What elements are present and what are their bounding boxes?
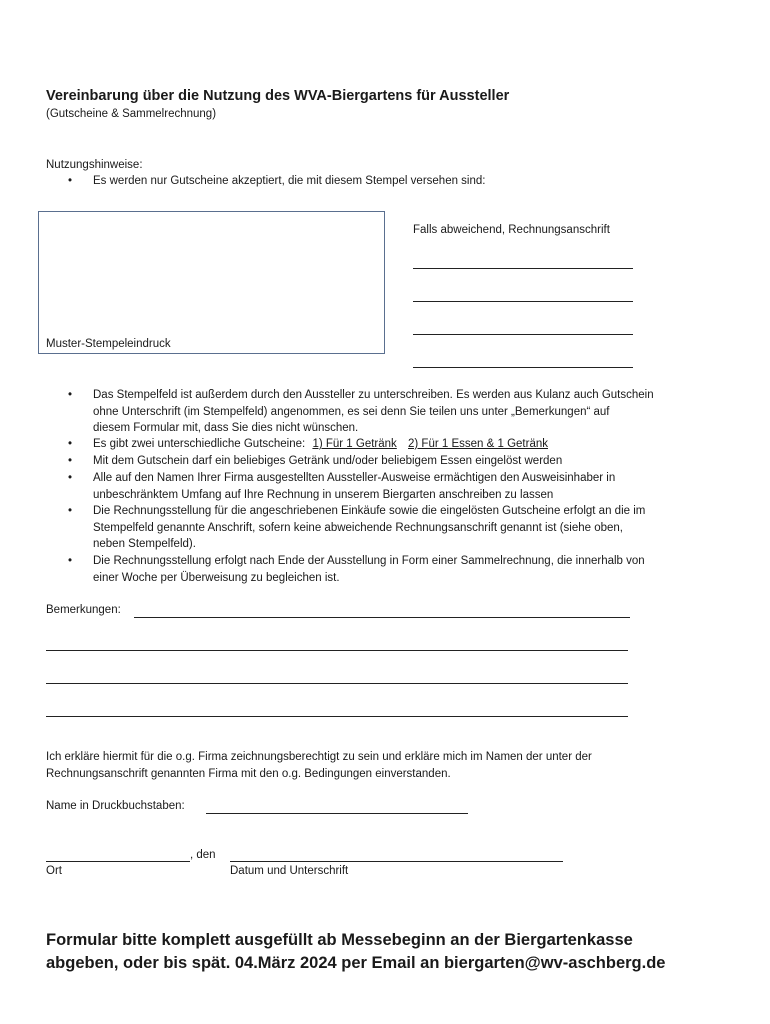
declaration-line: Rechnungsanschrift genannten Firma mit den o.g. Bedingungen einverstanden. (46, 767, 451, 780)
bullet-icon: • (68, 438, 73, 450)
bullet-icon: • (68, 505, 73, 517)
address-line-1[interactable] (413, 268, 633, 269)
bullet-text-line: Alle auf den Namen Ihrer Firma ausgestellten Aussteller-Ausweise ermächtigen den Ausweisinhaber in (93, 472, 616, 484)
bullet-text: Es werden nur Gutscheine akzeptiert, die mit diesem Stempel versehen sind: (93, 175, 486, 187)
date-signature-label: Datum und Unterschrift (230, 865, 349, 877)
bullet-text-line: ohne Unterschrift (im Stempelfeld) angenommen, es sei denn Sie teilen uns unter „Bemerkungen“ auf (93, 405, 610, 418)
remarks-label: Bemerkungen: (46, 604, 121, 616)
bullet-icon: • (68, 389, 73, 401)
voucher-option-food-drink: 2) Für 1 Essen & 1 Getränk (408, 438, 548, 450)
remarks-line-4[interactable] (46, 716, 628, 717)
name-label: Name in Druckbuchstaben: (46, 800, 185, 812)
bullet-text-line: Mit dem Gutschein darf ein beliebiges Getränk und/oder beliebigem Essen eingelöst werden (93, 455, 563, 467)
remarks-line-2[interactable] (46, 650, 628, 651)
stamp-field[interactable] (38, 211, 385, 354)
address-line-4[interactable] (413, 367, 633, 368)
bullet-text-line: diesem Formular mit, dass Sie dies nicht wünschen. (93, 422, 359, 434)
bullet-text-line: Das Stempelfeld ist außerdem durch den Aussteller zu unterschreiben. Es werden aus Kulanz auch Gutschein (93, 389, 654, 401)
remarks-line-1[interactable] (134, 617, 630, 618)
stamp-label: Muster-Stempeleindruck (46, 338, 171, 350)
address-line-3[interactable] (413, 334, 633, 335)
bullet-text-line: neben Stempelfeld). (93, 538, 196, 550)
bullet-icon: • (68, 455, 73, 467)
voucher-types-label: Es gibt zwei unterschiedliche Gutscheine: (93, 438, 306, 450)
bullet-text-line: Die Rechnungsstellung für die angeschriebenen Einkäufe sowie die eingelösten Gutscheine erfolgt an die im (93, 505, 646, 517)
bullet-icon: • (68, 175, 73, 187)
declaration-line: Ich erkläre hiermit für die o.g. Firma zeichnungsberechtigt zu sein und erkläre mich im Namen der unter der (46, 751, 592, 763)
footer-line: Formular bitte komplett ausgefüllt ab Messebeginn an der Biergartenkasse (46, 931, 633, 949)
bullet-text-line: einer Woche per Überweisung zu begleichen ist. (93, 571, 340, 584)
bullet-icon: • (68, 472, 73, 484)
ort-label: Ort (46, 865, 62, 877)
document-title: Vereinbarung über die Nutzung des WVA-Biergartens für Aussteller (46, 88, 510, 104)
den-label: , den (190, 849, 216, 861)
bullet-text-line: unbeschränktem Umfang auf Ihre Rechnung in unserem Biergarten anschreiben zu lassen (93, 488, 554, 501)
address-label: Falls abweichend, Rechnungsanschrift (413, 224, 610, 236)
hints-heading: Nutzungshinweise: (46, 159, 143, 171)
bullet-text-line: Stempelfeld genannte Anschrift, sofern keine abweichende Rechnungsanschrift genannt ist (siehe oben, (93, 521, 623, 534)
address-line-2[interactable] (413, 301, 633, 302)
date-signature-line[interactable] (230, 861, 563, 862)
ort-input-line[interactable] (46, 861, 190, 862)
document-subtitle: (Gutscheine & Sammelrechnung) (46, 108, 217, 120)
remarks-line-3[interactable] (46, 683, 628, 684)
footer-instructions (46, 929, 665, 975)
voucher-option-drink: 1) Für 1 Getränk (312, 438, 397, 450)
bullet-text-line: Die Rechnungsstellung erfolgt nach Ende der Ausstellung in Form einer Sammelrechnung, die innerhalb von (93, 555, 645, 567)
declaration-text (46, 749, 592, 782)
name-input-line[interactable] (206, 813, 468, 814)
footer-line: abgeben, oder bis spät. 04.März 2024 per Email an biergarten@wv-aschberg.de (46, 954, 666, 972)
bullet-icon: • (68, 555, 73, 567)
